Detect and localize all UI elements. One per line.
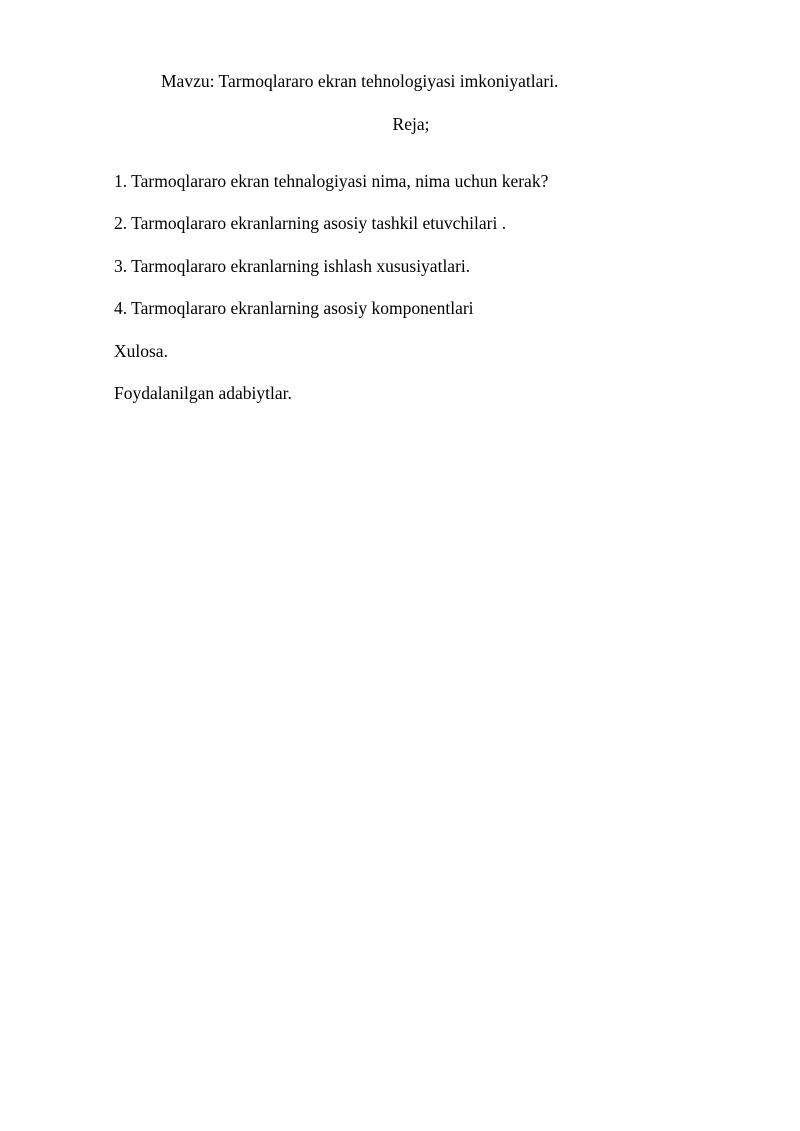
plan-item: 2. Tarmoqlararo ekranlarning asosiy tashkil etuvchilari . — [114, 213, 507, 233]
plan-item: 3. Tarmoqlararo ekranlarning ishlash xususiyatlari. — [114, 256, 471, 276]
plan-item: 4. Tarmoqlararo ekranlarning asosiy komponentlari — [114, 298, 474, 318]
plan-item: 1. Tarmoqlararo ekran tehnalogiyasi nima, nima uchun kerak? — [114, 171, 549, 191]
document-title: Mavzu: Tarmoqlararo ekran tehnologiyasi imkoniyatlari. — [161, 71, 559, 91]
plan-heading: Reja; — [392, 114, 430, 134]
conclusion-heading: Xulosa. — [114, 341, 168, 361]
references-heading: Foydalanilgan adabiytlar. — [114, 383, 292, 403]
